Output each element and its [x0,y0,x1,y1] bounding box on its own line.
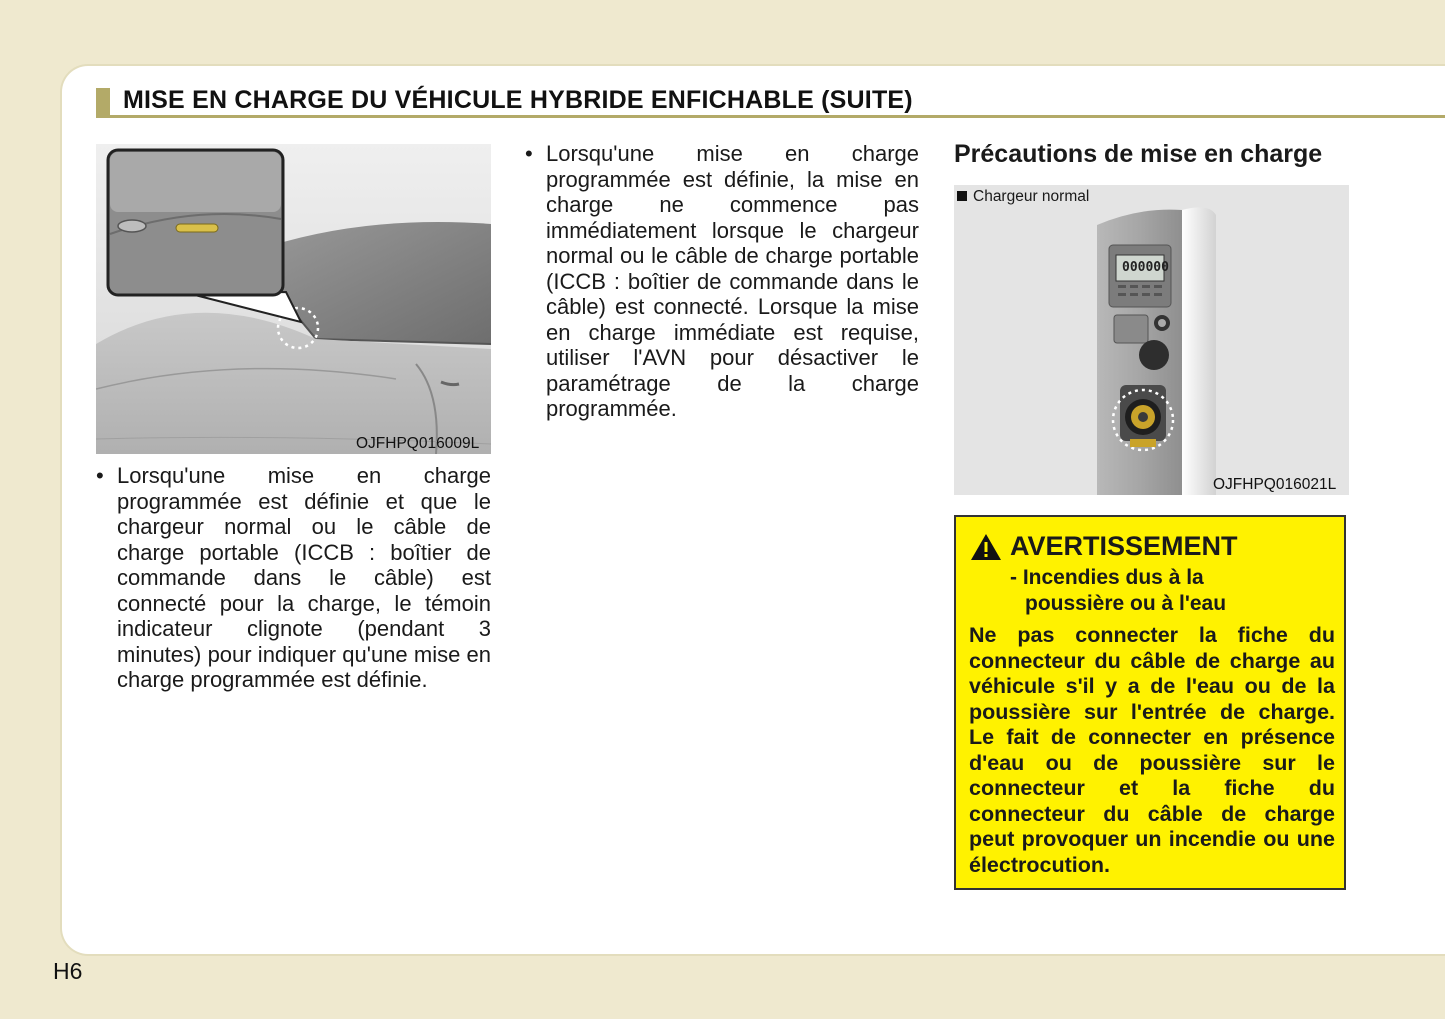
figure-code: OJFHPQ016009L [356,435,480,452]
warning-body: Ne pas connecter la fiche du connecteur du câble de charge au véhicule s'il y a de l'eau ou de la poussière sur l'entrée de charge. Le fait de connecter en présence d'eau ou de poussière sur le connecteur et la fiche du connecteur du câble de charge peut provoquer un incendie ou une électrocution. [969,623,1335,877]
charger-illustration [954,185,1349,495]
car-illustration [96,144,491,454]
warning-triangle-icon [970,533,1002,561]
warning-box [954,515,1346,890]
middle-bullet-text: Lorsqu'une mise en charge programmée est définie, la mise en charge ne commence pas immédiatement lorsque le chargeur normal ou le câble de charge portable (ICCB : boîtier de commande dans le câble) est connecté. Lorsque la mise en charge immédiate est requise, utiliser l'AVN pour désactiver le paramétrage de la charge programmée. [546,141,919,421]
header-accent-bar [96,88,110,118]
charger-drawing [954,185,1349,495]
warning-title: AVERTISSEMENT [1010,531,1238,561]
car-drawing [96,144,491,454]
caption-square-icon [957,191,967,201]
figure-caption-text: Chargeur normal [973,188,1090,205]
figure-caption [957,188,1089,206]
bullet-marker: • [96,463,104,488]
warning-subtitle-line1: - Incendies dus à la [1010,566,1204,589]
warning-subtitle [1010,565,1330,617]
page-number: H6 [53,958,83,984]
warning-subtitle-line2: poussière ou à l'eau [1025,592,1227,615]
charger-display: 000000 [1122,260,1169,275]
left-bullet-text: Lorsqu'une mise en charge programmée est définie et que le chargeur normal ou le câble de charge portable (ICCB : boîtier de commande dans le câble) est connecté pour la charge, le témoin indicateur clignote (pendant 3 minutes) pour indiquer qu'une mise en charge programmée est définie. [117,463,491,692]
bullet-marker: • [525,141,533,166]
section-subheading: Précautions de mise en charge [954,140,1323,168]
header-rule [96,115,1445,118]
section-header [96,84,1445,118]
figure-code: OJFHPQ016021L [1213,476,1337,493]
page-title: MISE EN CHARGE DU VÉHICULE HYBRIDE ENFICHABLE (SUITE) [123,86,913,114]
